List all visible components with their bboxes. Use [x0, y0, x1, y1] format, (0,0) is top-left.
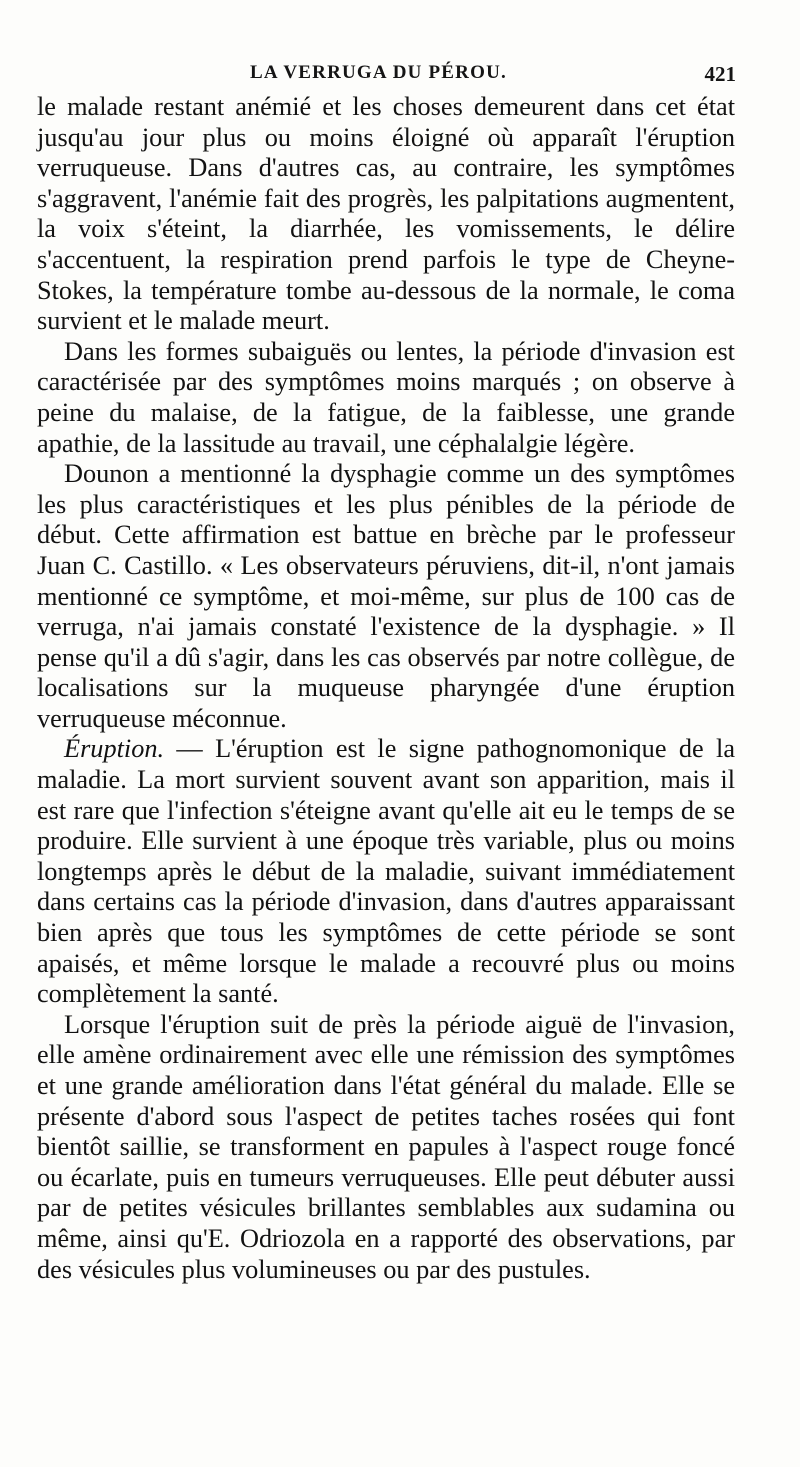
paragraph-eruption	[37, 734, 735, 1009]
paragraph-eruption-course	[37, 1010, 735, 1285]
paragraph-text: — L'éruption est le signe pathognomonique de la maladie. La mort survient souvent avant son apparition, mais il est rare que l'infection s'éteigne avant qu'elle ait eu le temps de se produire. Elle survient à une époque très variable, plus ou moins longtemps après le début de la maladie, suivant immédiatement dans certains cas la période d'invasion, dans d'autres apparaissant bien après que tous les symptômes de cette période se sont apaisés, et même lorsque le malade a recouvré plus ou moins complètement la santé.	[37, 734, 735, 1009]
paragraph-text: Dounon a mentionné la dysphagie comme un des symptômes les plus caractéristiques et les plus pénibles de la période de début. Cette affirmation est battue en brèche par le professeur Juan C. Castillo. « Les observateurs péruviens, dit-il, n'ont jamais mentionné ce symptôme, et moi-même, sur plus de 100 cas de verruga, n'ai jamais constaté l'existence de la dysphagie. » Il pense qu'il a dû s'agir, dans les cas observés par notre collègue, de localisations sur la muqueuse pharyngée d'une éruption verruqueuse méconnue.	[37, 459, 735, 733]
paragraph-text: Lorsque l'éruption suit de près la période aiguë de l'invasion, elle amène ordinairement avec elle une rémission des symptômes et une grande amélioration dans l'état général du malade. Elle se présente d'abord sous l'aspect de petites taches rosées qui font bientôt saillie, se transforment en papules à l'aspect rouge foncé ou écarlate, puis en tumeurs verruqueuses. Elle peut débuter aussi par de petites vésicules brillantes semblables aux sudamina ou même, ainsi qu'E. Odriozola en a rapporté des observations, par des vésicules plus volumineuses ou par des pustules.	[37, 1009, 735, 1284]
page-number: 421	[704, 62, 736, 86]
section-heading-eruption: Éruption.	[64, 734, 165, 764]
paragraph-dysphagia	[37, 459, 735, 734]
page-header	[250, 62, 736, 92]
paragraph-text: le malade restant anémié et les choses demeurent dans cet état jusqu'au jour plus ou moins éloigné où apparaît l'éruption verruqueuse. Dans d'autres cas, au contraire, les symptômes s'aggravent, l'anémie fait des progrès, les palpitations augmentent, la voix s'éteint, la diarrhée, les vomissements, le délire s'accentuent, la respiration prend parfois le type de Cheyne-Stokes, la température tombe au-dessous de la normale, le coma survient et le malade meurt.	[37, 92, 735, 336]
paragraph-subacute-forms	[37, 337, 735, 459]
running-title: LA VERRUGA DU PÉROU.	[250, 62, 507, 83]
paragraph-text: Dans les formes subaiguës ou lentes, la période d'invasion est caractérisée par des symptômes moins marqués ; on observe à peine du malaise, de la fatigue, de la faiblesse, une grande apathie, de la lassitude au travail, une céphalalgie légère.	[37, 336, 735, 458]
body-text	[37, 92, 735, 1285]
paragraph-continuation	[37, 92, 735, 337]
